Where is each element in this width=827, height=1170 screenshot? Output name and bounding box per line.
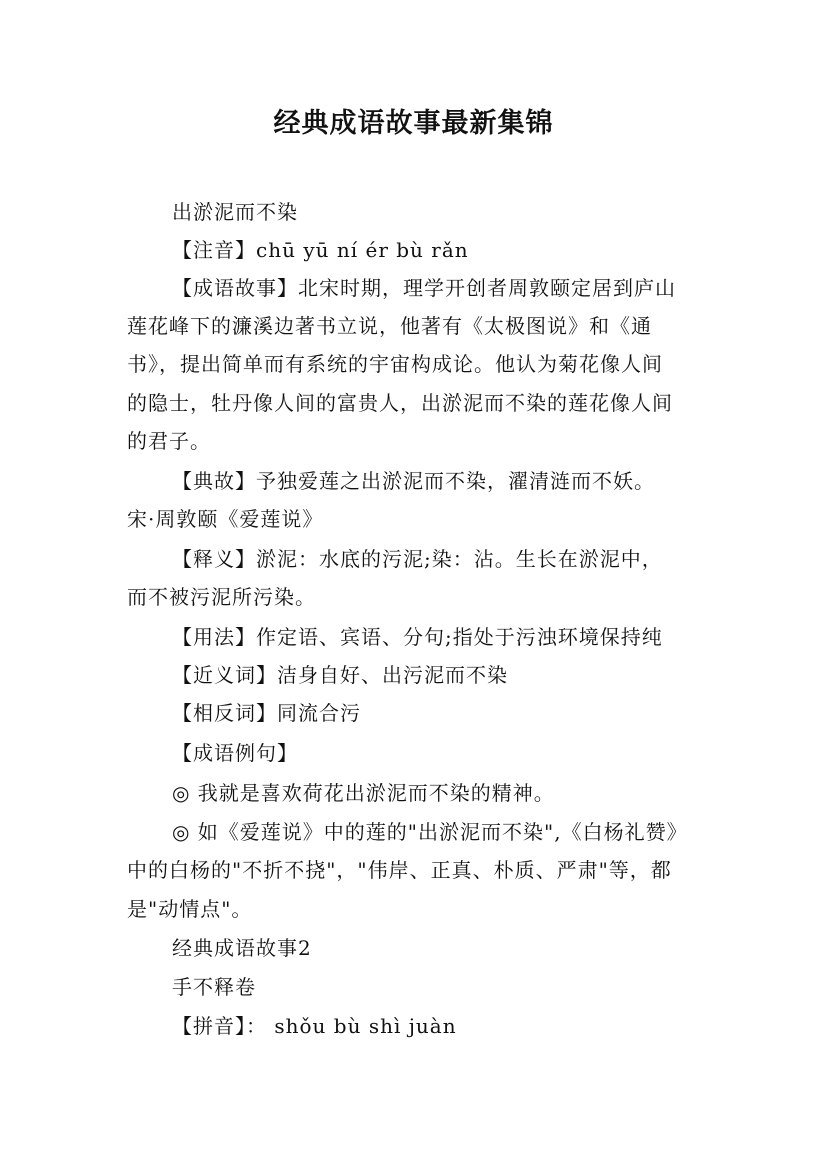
paragraph-line: ◎ 我就是喜欢荷花出淤泥而不染的精神。	[172, 781, 555, 805]
paragraph-line: 【注音】chū yū ní ér bù rǎn	[172, 238, 469, 262]
paragraph-line: 【拼音】： shǒu bù shì juàn	[172, 1014, 457, 1038]
paragraph-line: ◎ 如《爱莲说》中的莲的"出淤泥而不染",《白杨礼赞》	[172, 820, 688, 844]
paragraph-line: 【用法】作定语、宾语、分句;指处于污浊环境保持纯	[172, 625, 663, 649]
paragraph-line: 【成语例句】	[172, 741, 298, 765]
paragraph-line: 手不释卷	[172, 975, 256, 999]
paragraph-line: 宋·周敦颐《爱莲说》	[127, 507, 324, 531]
paragraph-line: 出淤泥而不染	[172, 200, 298, 224]
paragraph-line: 是"动情点"。	[127, 897, 253, 921]
paragraph-line: 中的白杨的"不折不挠"，"伟岸、正真、朴质、严肃"等，都	[127, 858, 672, 882]
paragraph-line: 【近义词】洁身自好、出污泥而不染	[172, 663, 508, 687]
paragraph-line: 书》，提出简单而有系统的宇宙构成论。他认为菊花像人间	[127, 352, 663, 376]
paragraph-line: 【典故】予独爱莲之出淤泥而不染，濯清涟而不妖。	[172, 469, 655, 493]
paragraph-line: 的君子。	[127, 429, 211, 453]
paragraph-line: 经典成语故事2	[172, 936, 312, 960]
paragraph-line: 【相反词】同流合污	[172, 701, 361, 725]
paragraph-line: 而不被污泥所污染。	[127, 585, 316, 609]
paragraph-line: 的隐士，牡丹像人间的富贵人，出淤泥而不染的莲花像人间	[127, 391, 673, 415]
paragraph-line: 【释义】淤泥：水底的污泥;染：沾。生长在淤泥中，	[172, 547, 663, 571]
paragraph-line: 【成语故事】北宋时期，理学开创者周敦颐定居到庐山	[172, 276, 676, 300]
paragraph-line: 莲花峰下的濂溪边著书立说，他著有《太极图说》和《通	[127, 314, 652, 338]
page-title: 经典成语故事最新集锦	[273, 108, 554, 139]
